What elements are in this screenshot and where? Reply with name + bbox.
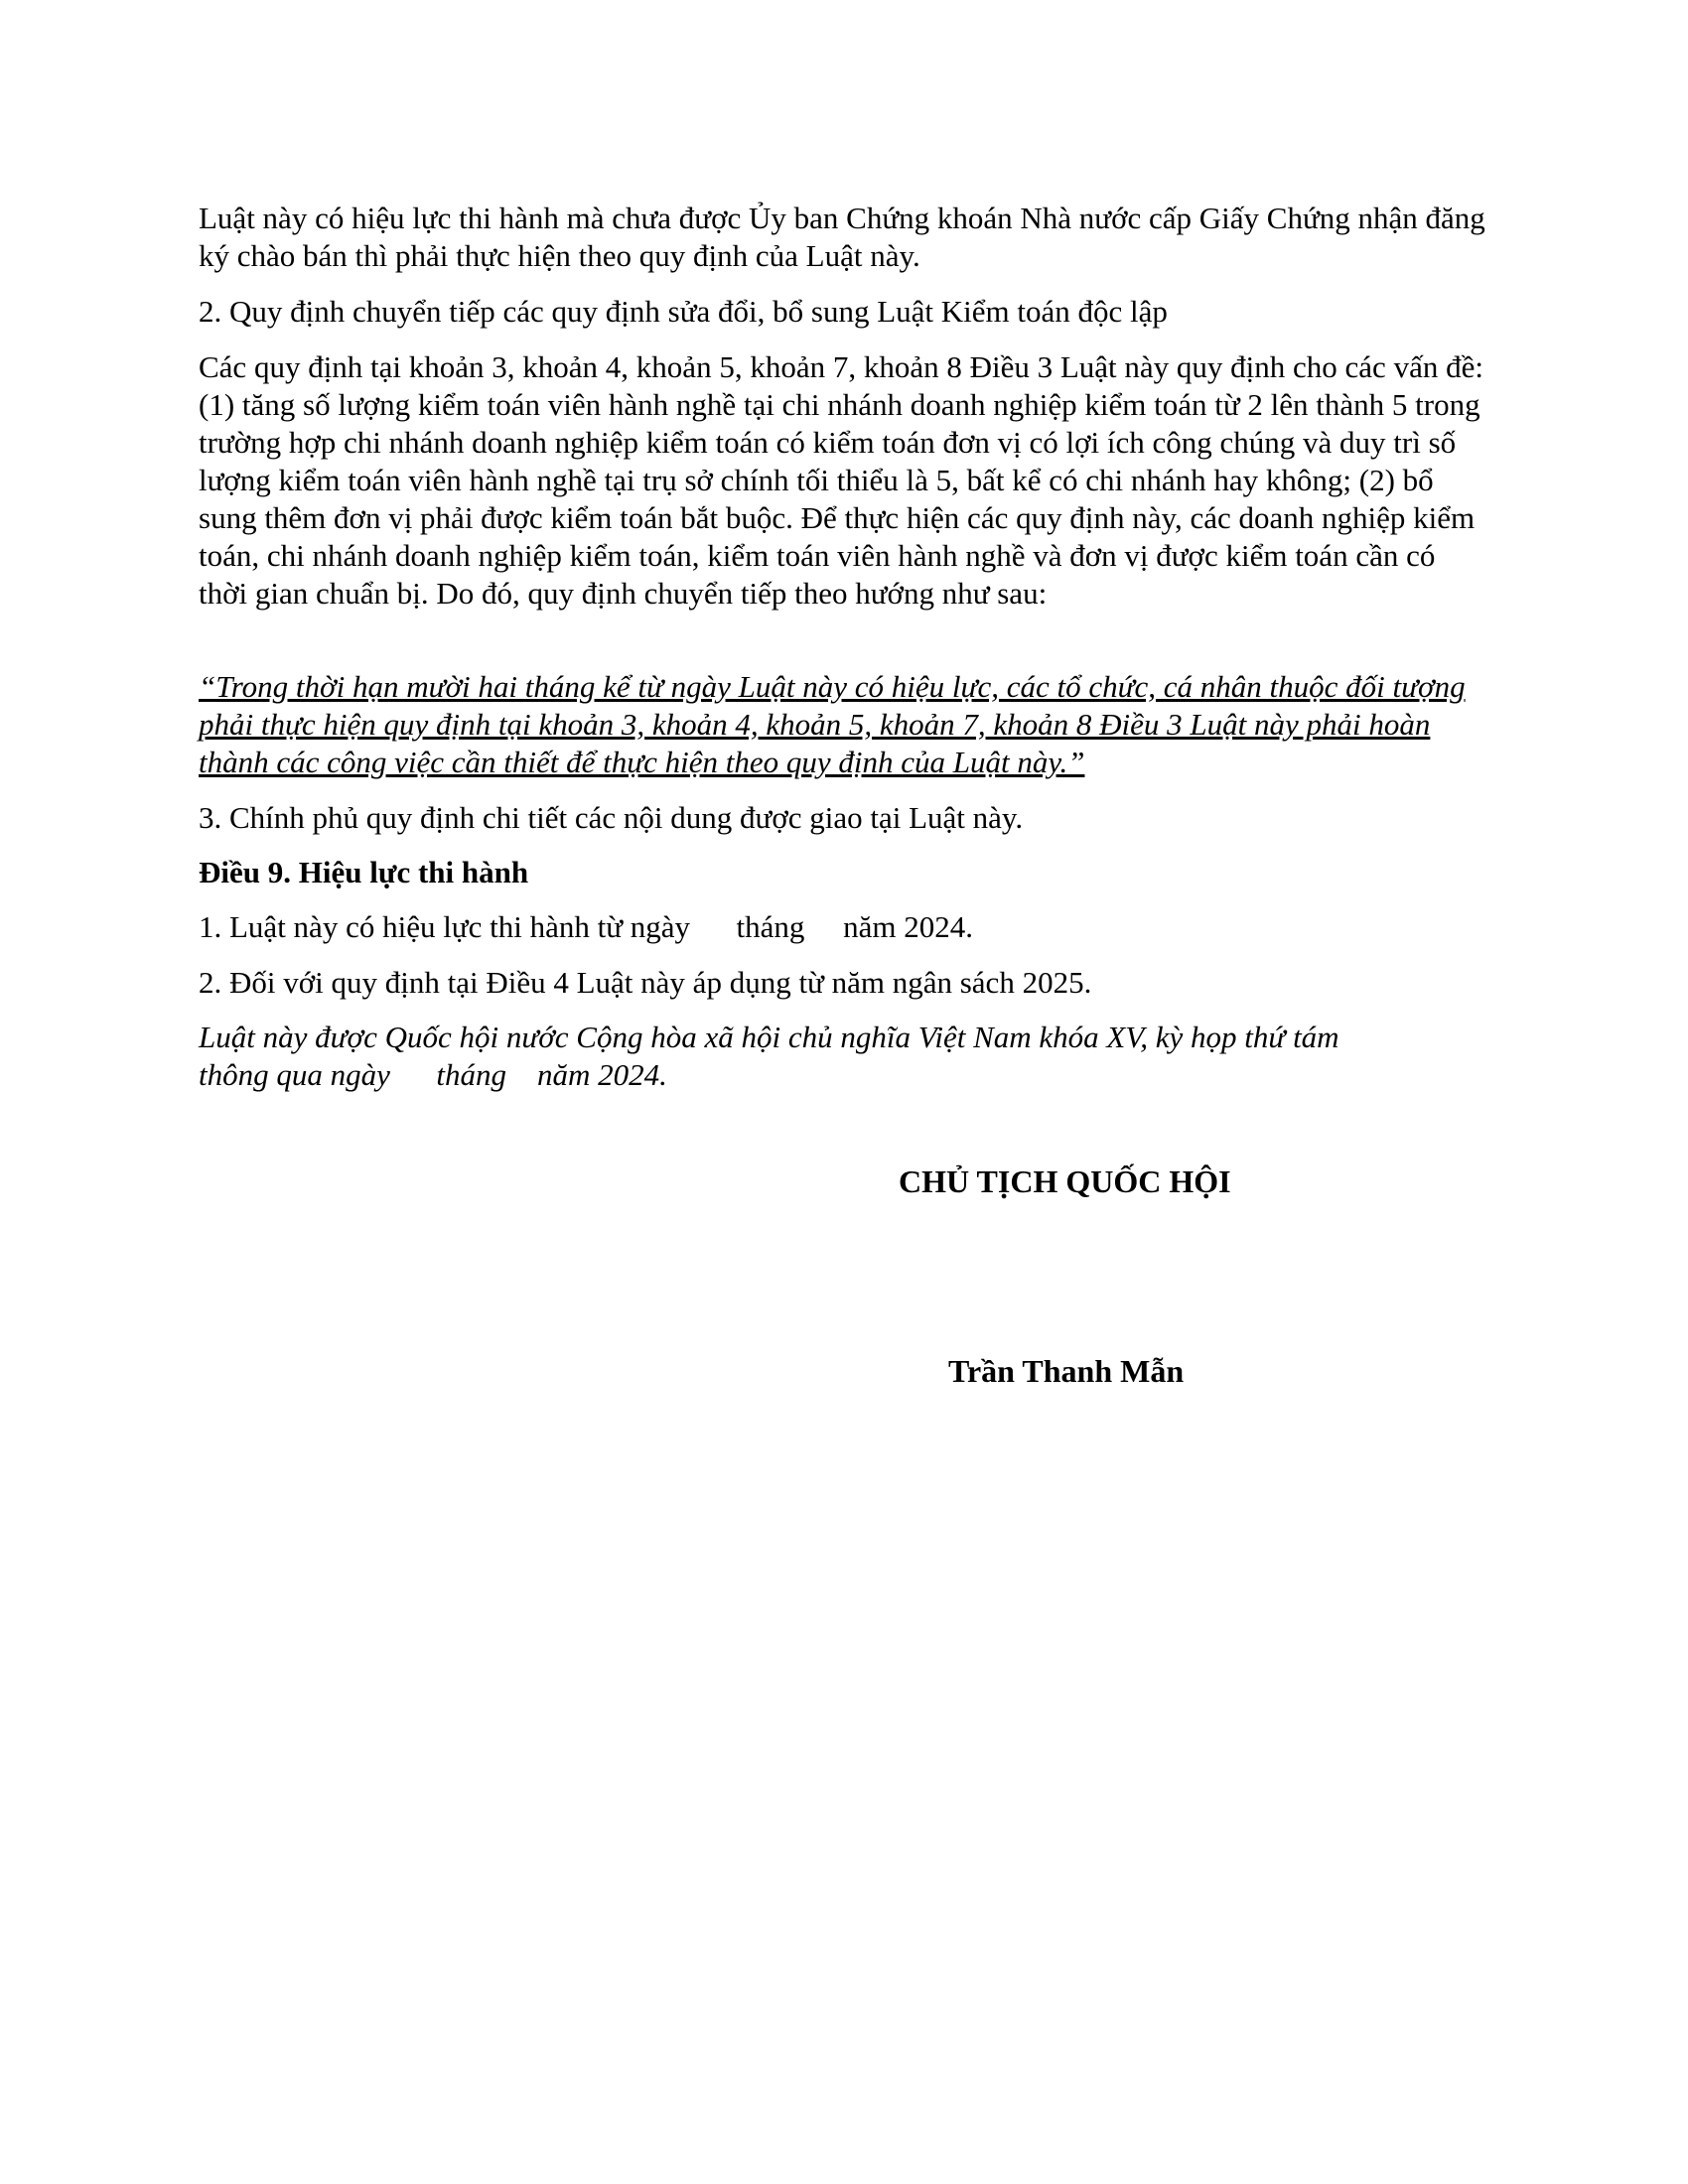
item-2-heading: 2. Quy định chuyển tiếp các quy định sửa đổi, bổ sung Luật Kiểm toán độc lập bbox=[199, 294, 1168, 329]
adoption-note-line-2: thông qua ngày tháng năm 2024. bbox=[199, 1057, 667, 1092]
article-9-clause-2: 2. Đối với quy định tại Điều 4 Luật này áp dụng từ năm ngân sách 2025. bbox=[199, 965, 1092, 1000]
item-3-paragraph: 3. Chính phủ quy định chi tiết các nội dung được giao tại Luật này. bbox=[199, 800, 1024, 835]
continuation-paragraph: Luật này có hiệu lực thi hành mà chưa được Ủy ban Chứng khoán Nhà nước cấp Giấy Chứng nhận đăng ký chào bán thì phải thực hiện theo quy định của Luật này. bbox=[199, 201, 1485, 273]
explanation-paragraph: Các quy định tại khoản 3, khoản 4, khoản 5, khoản 7, khoản 8 Điều 3 Luật này quy định cho các vấn đề: (1) tăng số lượng kiểm toán viên hành nghề tại chi nhánh doanh nghiệp kiểm toán từ 2 lên thành 5 trong trường hợp chi nhánh doanh nghiệp kiểm toán có kiểm toán đơn vị có lợi ích công chúng và duy trì số lượng kiểm toán viên hành nghề tại trụ sở chính tối thiểu là 5, bất kể có chi nhánh hay không; (2) bổ sung thêm đơn vị phải được kiểm toán bắt buộc. Để thực hiện các quy định này, các doanh nghiệp kiểm toán, chi nhánh doanh nghiệp kiểm toán, kiểm toán viên hành nghề và đơn vị được kiểm toán cần có thời gian chuẩn bị. Do đó, quy định chuyển tiếp theo hướng như sau: bbox=[199, 349, 1483, 611]
article-9-clause-1: 1. Luật này có hiệu lực thi hành từ ngày tháng năm 2024. bbox=[199, 909, 974, 944]
adoption-note bbox=[199, 1019, 1489, 1094]
signatory-name: Trần Thanh Mẫn bbox=[948, 1353, 1185, 1389]
article-9-heading: Điều 9. Hiệu lực thi hành bbox=[199, 855, 529, 889]
transitional-quote: “Trong thời hạn mười hai tháng kể từ ngày Luật này có hiệu lực, các tổ chức, cá nhân thuộc đối tượng phải thực hiện quy định tại khoản 3, khoản 4, khoản 5, khoản 7, khoản 8 Điều 3 Luật này phải hoàn thành các công việc cần thiết để thực hiện theo quy định của Luật này.” bbox=[199, 669, 1466, 779]
signature-title: CHỦ TỊCH QUỐC HỘI bbox=[899, 1163, 1231, 1199]
adoption-note-line-1: Luật này được Quốc hội nước Cộng hòa xã hội chủ nghĩa Việt Nam khóa XV, kỳ họp thứ tám bbox=[199, 1020, 1339, 1054]
